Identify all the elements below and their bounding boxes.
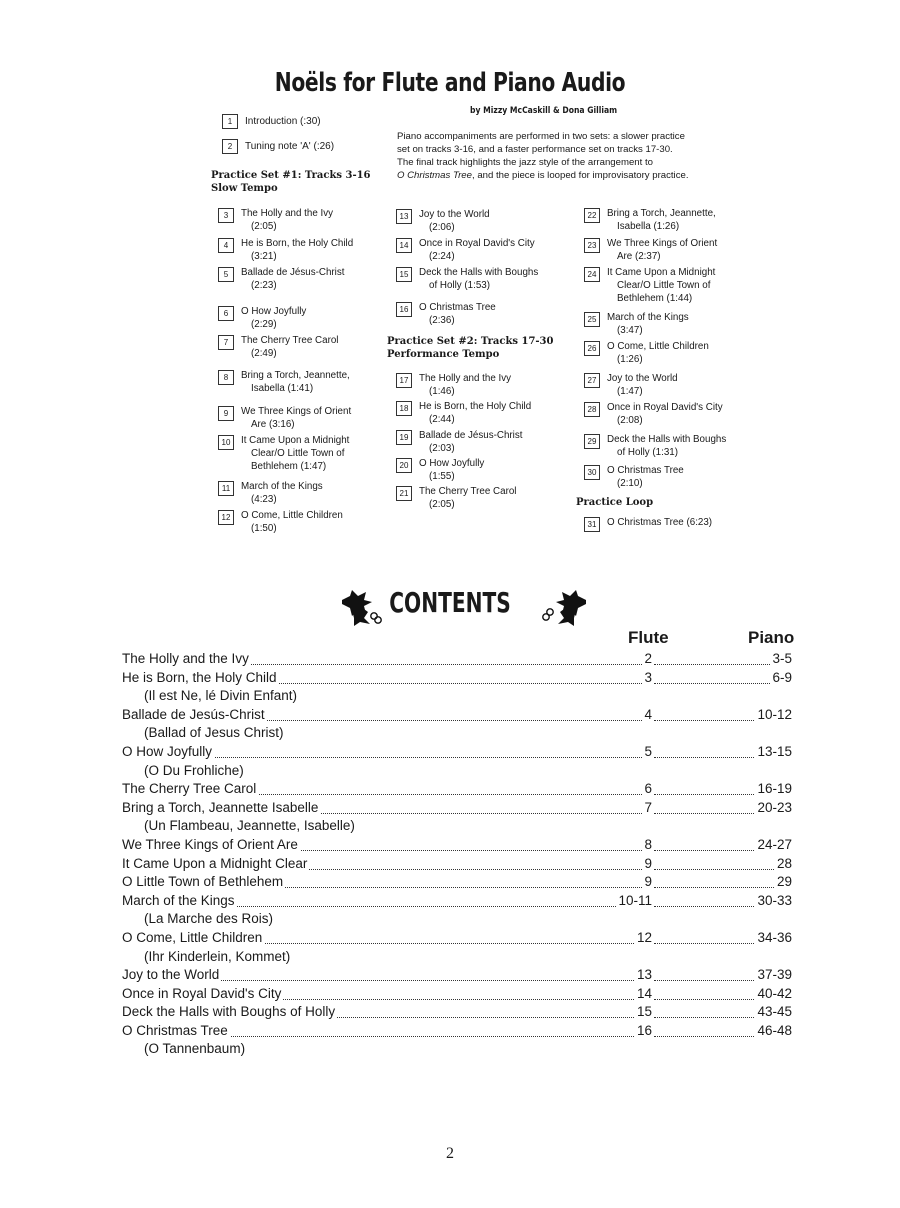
track-item	[584, 464, 684, 490]
track-text	[419, 237, 535, 263]
track-number-box: 25	[584, 312, 600, 327]
track-line: (3:21)	[251, 251, 277, 262]
track-text	[241, 237, 353, 263]
track-item	[218, 237, 353, 263]
track-line: The Holly and the Ivy	[241, 208, 334, 219]
track-line: Joy to the World	[419, 209, 490, 220]
track-item	[584, 372, 678, 398]
track-line: Deck the Halls with Boughs	[419, 267, 539, 278]
track-line: of Holly (1:53)	[429, 280, 490, 291]
track-item	[584, 340, 709, 366]
contents-title-text: Once in Royal David's City	[122, 985, 283, 1004]
track-number-box: 4	[218, 238, 234, 253]
piano-column-header: Piano	[748, 628, 795, 647]
contents-title-text: We Three Kings of Orient Are	[122, 836, 300, 855]
track-number-box: 18	[396, 401, 412, 416]
contents-entry	[122, 669, 792, 688]
track-text	[241, 266, 344, 292]
track-item	[218, 207, 333, 233]
track-line: March of the Kings	[607, 312, 689, 323]
set-heading-line: Practice Set #1: Tracks 3-16	[211, 170, 371, 181]
flute-column-header: Flute	[628, 628, 669, 647]
track-text	[419, 400, 531, 426]
track-text	[419, 457, 484, 483]
piano-pages: 28	[775, 855, 792, 874]
track-number-box: 11	[218, 481, 234, 496]
track-line: O Come, Little Children	[241, 510, 343, 521]
description-italic: O Christmas Tree	[397, 170, 472, 181]
track-text	[241, 405, 351, 431]
track-line: (1:47)	[617, 386, 643, 397]
track-number-box: 3	[218, 208, 234, 223]
track-number-box: 21	[396, 486, 412, 501]
set-heading-line: Slow Tempo	[211, 183, 278, 194]
track-line: (2:06)	[429, 222, 455, 233]
track-line: (1:55)	[429, 471, 455, 482]
track-text	[607, 207, 716, 233]
track-line: (2:24)	[429, 251, 455, 262]
track-line: O Christmas Tree (6:23)	[607, 517, 713, 528]
track-item	[218, 509, 343, 535]
track-item	[396, 485, 516, 511]
track-text	[607, 340, 709, 366]
track-line: O Come, Little Children	[607, 341, 709, 352]
table-of-contents	[122, 650, 792, 1059]
track-line: He is Born, the Holy Child	[241, 238, 354, 249]
track-text	[419, 372, 511, 398]
contents-entry	[122, 706, 792, 725]
track-number-box: 23	[584, 238, 600, 253]
practice-loop-heading	[576, 496, 653, 509]
contents-subtitle: (O Du Frohliche)	[144, 762, 244, 778]
track-number-box: 14	[396, 238, 412, 253]
track-number-box: 30	[584, 465, 600, 480]
track-line: We Three Kings of Orient	[607, 238, 718, 249]
track-item	[396, 237, 535, 263]
contents-subtitle-row	[122, 1040, 792, 1059]
track-line: Clear/O Little Town of	[251, 448, 345, 459]
piano-pages: 10-12	[755, 706, 792, 725]
track-line: Bring a Torch, Jeannette,	[241, 370, 350, 381]
track-item	[218, 405, 351, 431]
flute-page: 14	[635, 985, 652, 1004]
contents-title-text: O Little Town of Bethlehem	[122, 873, 285, 892]
track-number-box: 7	[218, 335, 234, 350]
contents-title-text: O Christmas Tree	[122, 1022, 230, 1041]
track-line: Deck the Halls with Boughs	[607, 434, 727, 445]
contents-entry	[122, 929, 792, 948]
track-line: (4:23)	[251, 494, 277, 505]
track-label: Tuning note 'A' (:26)	[245, 141, 335, 152]
intro-track	[222, 139, 334, 154]
track-line: (1:46)	[429, 386, 455, 397]
track-text	[607, 372, 678, 398]
contents-subtitle: (O Tannenbaum)	[144, 1041, 246, 1057]
practice-set-1-heading	[211, 169, 371, 195]
track-number-box: 28	[584, 402, 600, 417]
track-number-box: 26	[584, 341, 600, 356]
track-text	[607, 433, 726, 459]
track-line: O How Joyfully	[419, 458, 485, 469]
track-line: (1:26)	[617, 354, 643, 365]
contents-subtitle: (Il est Ne, lé Divin Enfant)	[144, 688, 298, 704]
piano-pages: 24-27	[755, 836, 792, 855]
track-line: Joy to the World	[607, 373, 678, 384]
track-text	[419, 208, 490, 234]
track-text	[241, 480, 323, 506]
track-number-box: 27	[584, 373, 600, 388]
track-line: Bethlehem (1:44)	[617, 293, 693, 304]
track-item	[396, 429, 522, 455]
track-line: Are (2:37)	[617, 251, 661, 262]
track-line: (2:05)	[251, 221, 277, 232]
description-line: Piano accompaniments are performed in two sets: a slower practice	[397, 131, 685, 142]
track-line: It Came Upon a Midnight	[607, 267, 716, 278]
contents-subtitle: (Un Flambeau, Jeannette, Isabelle)	[144, 818, 355, 834]
track-number-box: 8	[218, 370, 234, 385]
track-line: We Three Kings of Orient	[241, 406, 352, 417]
track-text	[419, 266, 538, 292]
contents-entry	[122, 1022, 792, 1041]
track-number-box: 10	[218, 435, 234, 450]
contents-title-text: The Holly and the Ivy	[122, 650, 251, 669]
track-line: (2:49)	[251, 348, 277, 359]
track-item	[396, 457, 484, 483]
track-number-box: 22	[584, 208, 600, 223]
flute-page: 8	[642, 836, 652, 855]
track-line: Isabella (1:41)	[251, 383, 314, 394]
contents-title-text: O Come, Little Children	[122, 929, 264, 948]
piano-pages: 43-45	[755, 1003, 792, 1022]
track-text	[241, 305, 306, 331]
track-line: Once in Royal David's City	[419, 238, 535, 249]
contents-title-text: Joy to the World	[122, 966, 221, 985]
track-item	[584, 266, 715, 305]
track-line: (2:23)	[251, 280, 277, 291]
track-line: Are (3:16)	[251, 419, 295, 430]
track-text	[419, 429, 522, 455]
track-item	[218, 334, 338, 360]
track-line: The Cherry Tree Carol	[241, 335, 339, 346]
track-item	[584, 311, 689, 337]
contents-title-text: Bring a Torch, Jeannette Isabelle	[122, 799, 320, 818]
track-line: O Christmas Tree	[419, 302, 496, 313]
track-line: (2:36)	[429, 315, 455, 326]
track-item	[218, 305, 306, 331]
flute-page: 16	[635, 1022, 652, 1041]
flute-page: 6	[642, 780, 652, 799]
track-text	[241, 369, 350, 395]
track-number-box: 29	[584, 434, 600, 449]
track-number-box: 1	[222, 114, 238, 129]
track-item	[396, 208, 490, 234]
track-number-box: 12	[218, 510, 234, 525]
contents-subtitle: (La Marche des Rois)	[144, 911, 274, 927]
contents-subtitle: (Ballad of Jesus Christ)	[144, 725, 284, 741]
piano-pages: 13-15	[755, 743, 792, 762]
track-line: of Holly (1:31)	[617, 447, 678, 458]
track-item	[218, 266, 344, 292]
track-item	[396, 372, 511, 398]
track-line: March of the Kings	[241, 481, 323, 492]
track-item	[396, 266, 538, 292]
track-item	[584, 516, 712, 532]
track-line: Clear/O Little Town of	[617, 280, 711, 291]
track-line: (1:50)	[251, 523, 277, 534]
track-number-box: 24	[584, 267, 600, 282]
track-line: O Christmas Tree	[607, 465, 684, 476]
set-heading-line: Practice Loop	[576, 497, 654, 508]
contents-title-text: O How Joyfully	[122, 743, 214, 762]
track-line: Once in Royal David's City	[607, 402, 723, 413]
track-line: (2:29)	[251, 319, 277, 330]
track-text	[419, 485, 516, 511]
track-number-box: 15	[396, 267, 412, 282]
track-text	[607, 237, 717, 263]
track-label: Introduction (:30)	[245, 116, 321, 127]
track-item	[584, 401, 723, 427]
track-line: Ballade de Jésus-Christ	[419, 430, 523, 441]
track-line: (3:47)	[617, 325, 643, 336]
contents-title-text: He is Born, the Holy Child	[122, 669, 279, 688]
track-text	[607, 266, 715, 305]
byline: by Mizzy McCaskill & Dona Gilliam	[470, 106, 618, 116]
track-item	[396, 400, 531, 426]
piano-pages: 3-5	[770, 650, 792, 669]
flute-page: 13	[635, 966, 652, 985]
flute-page: 10-11	[616, 892, 652, 911]
piano-pages: 16-19	[755, 780, 792, 799]
intro-track	[222, 114, 321, 129]
flute-page: 7	[642, 799, 652, 818]
contents-title-text: It Came Upon a Midnight Clear	[122, 855, 309, 874]
track-item	[218, 434, 349, 473]
track-text	[241, 207, 333, 233]
flute-page: 9	[642, 873, 652, 892]
track-line: It Came Upon a Midnight	[241, 435, 350, 446]
track-text	[607, 464, 684, 490]
track-number-box: 31	[584, 517, 600, 532]
contents-title-text: March of the Kings	[122, 892, 237, 911]
track-item	[584, 207, 716, 233]
track-text	[607, 401, 723, 427]
track-number-box: 19	[396, 430, 412, 445]
track-item	[218, 369, 350, 395]
track-line: The Holly and the Ivy	[419, 373, 512, 384]
contents-subtitle: (Ihr Kinderlein, Kommet)	[144, 948, 291, 964]
track-item	[396, 301, 496, 327]
track-text	[607, 516, 712, 532]
track-line: (2:03)	[429, 443, 455, 454]
description-line	[397, 169, 742, 182]
description-line: set on tracks 3-16, and a faster performance set on tracks 17-30.	[397, 144, 673, 155]
piano-pages: 20-23	[755, 799, 792, 818]
description-rest: , and the piece is looped for improvisatory practice.	[471, 170, 689, 181]
track-item	[584, 237, 717, 263]
track-number-box: 13	[396, 209, 412, 224]
track-text	[241, 509, 343, 535]
piano-pages: 37-39	[755, 966, 792, 985]
flute-page: 2	[642, 650, 652, 669]
description	[397, 130, 742, 182]
track-line: Bring a Torch, Jeannette,	[607, 208, 716, 219]
track-line: Ballade de Jésus-Christ	[241, 267, 345, 278]
piano-pages: 40-42	[755, 985, 792, 1004]
flute-page: 15	[635, 1003, 652, 1022]
contents-entry	[122, 799, 792, 818]
piano-pages: 30-33	[755, 892, 792, 911]
set-heading-line: Performance Tempo	[387, 349, 500, 360]
track-line: Bethlehem (1:47)	[251, 461, 327, 472]
track-number-box: 16	[396, 302, 412, 317]
track-line: (2:08)	[617, 415, 643, 426]
dot-leader	[654, 869, 792, 888]
piano-pages: 6-9	[770, 669, 792, 688]
track-line: He is Born, the Holy Child	[419, 401, 532, 412]
track-number-box: 17	[396, 373, 412, 388]
dot-leader	[654, 851, 792, 870]
contents-title-text: The Cherry Tree Carol	[122, 780, 258, 799]
track-text	[419, 301, 496, 327]
contents-title-text: Deck the Halls with Boughs of Holly	[122, 1003, 337, 1022]
track-text	[607, 311, 689, 337]
track-number-box: 6	[218, 306, 234, 321]
description-line: The final track highlights the jazz style of the arrangement to	[397, 157, 653, 168]
piano-pages: 34-36	[755, 929, 792, 948]
flute-page: 12	[635, 929, 652, 948]
track-item	[218, 480, 323, 506]
flute-page: 3	[642, 669, 652, 688]
track-text	[241, 434, 349, 473]
track-number-box: 2	[222, 139, 238, 154]
flute-page: 9	[642, 855, 652, 874]
piano-pages: 29	[775, 873, 792, 892]
flute-page: 4	[642, 706, 652, 725]
track-line: (2:05)	[429, 499, 455, 510]
track-line: O How Joyfully	[241, 306, 307, 317]
track-line: The Cherry Tree Carol	[419, 486, 517, 497]
track-line: (2:44)	[429, 414, 455, 425]
track-number-box: 9	[218, 406, 234, 421]
track-number-box: 5	[218, 267, 234, 282]
track-line: Isabella (1:26)	[617, 221, 680, 232]
track-number-box: 20	[396, 458, 412, 473]
track-line: (2:10)	[617, 478, 643, 489]
practice-set-2-heading	[387, 335, 553, 361]
piano-pages: 46-48	[755, 1022, 792, 1041]
contents-title-text: Ballade de Jesús-Christ	[122, 706, 267, 725]
contents-entry	[122, 743, 792, 762]
set-heading-line: Practice Set #2: Tracks 17-30	[387, 336, 554, 347]
track-text	[241, 334, 338, 360]
page-title: Noëls for Flute and Piano Audio	[274, 68, 626, 98]
track-item	[584, 433, 726, 459]
contents-entry	[122, 892, 792, 911]
page-number: 2	[446, 1145, 454, 1162]
contents-title: CONTENTS	[389, 586, 511, 619]
flute-page: 5	[642, 743, 652, 762]
